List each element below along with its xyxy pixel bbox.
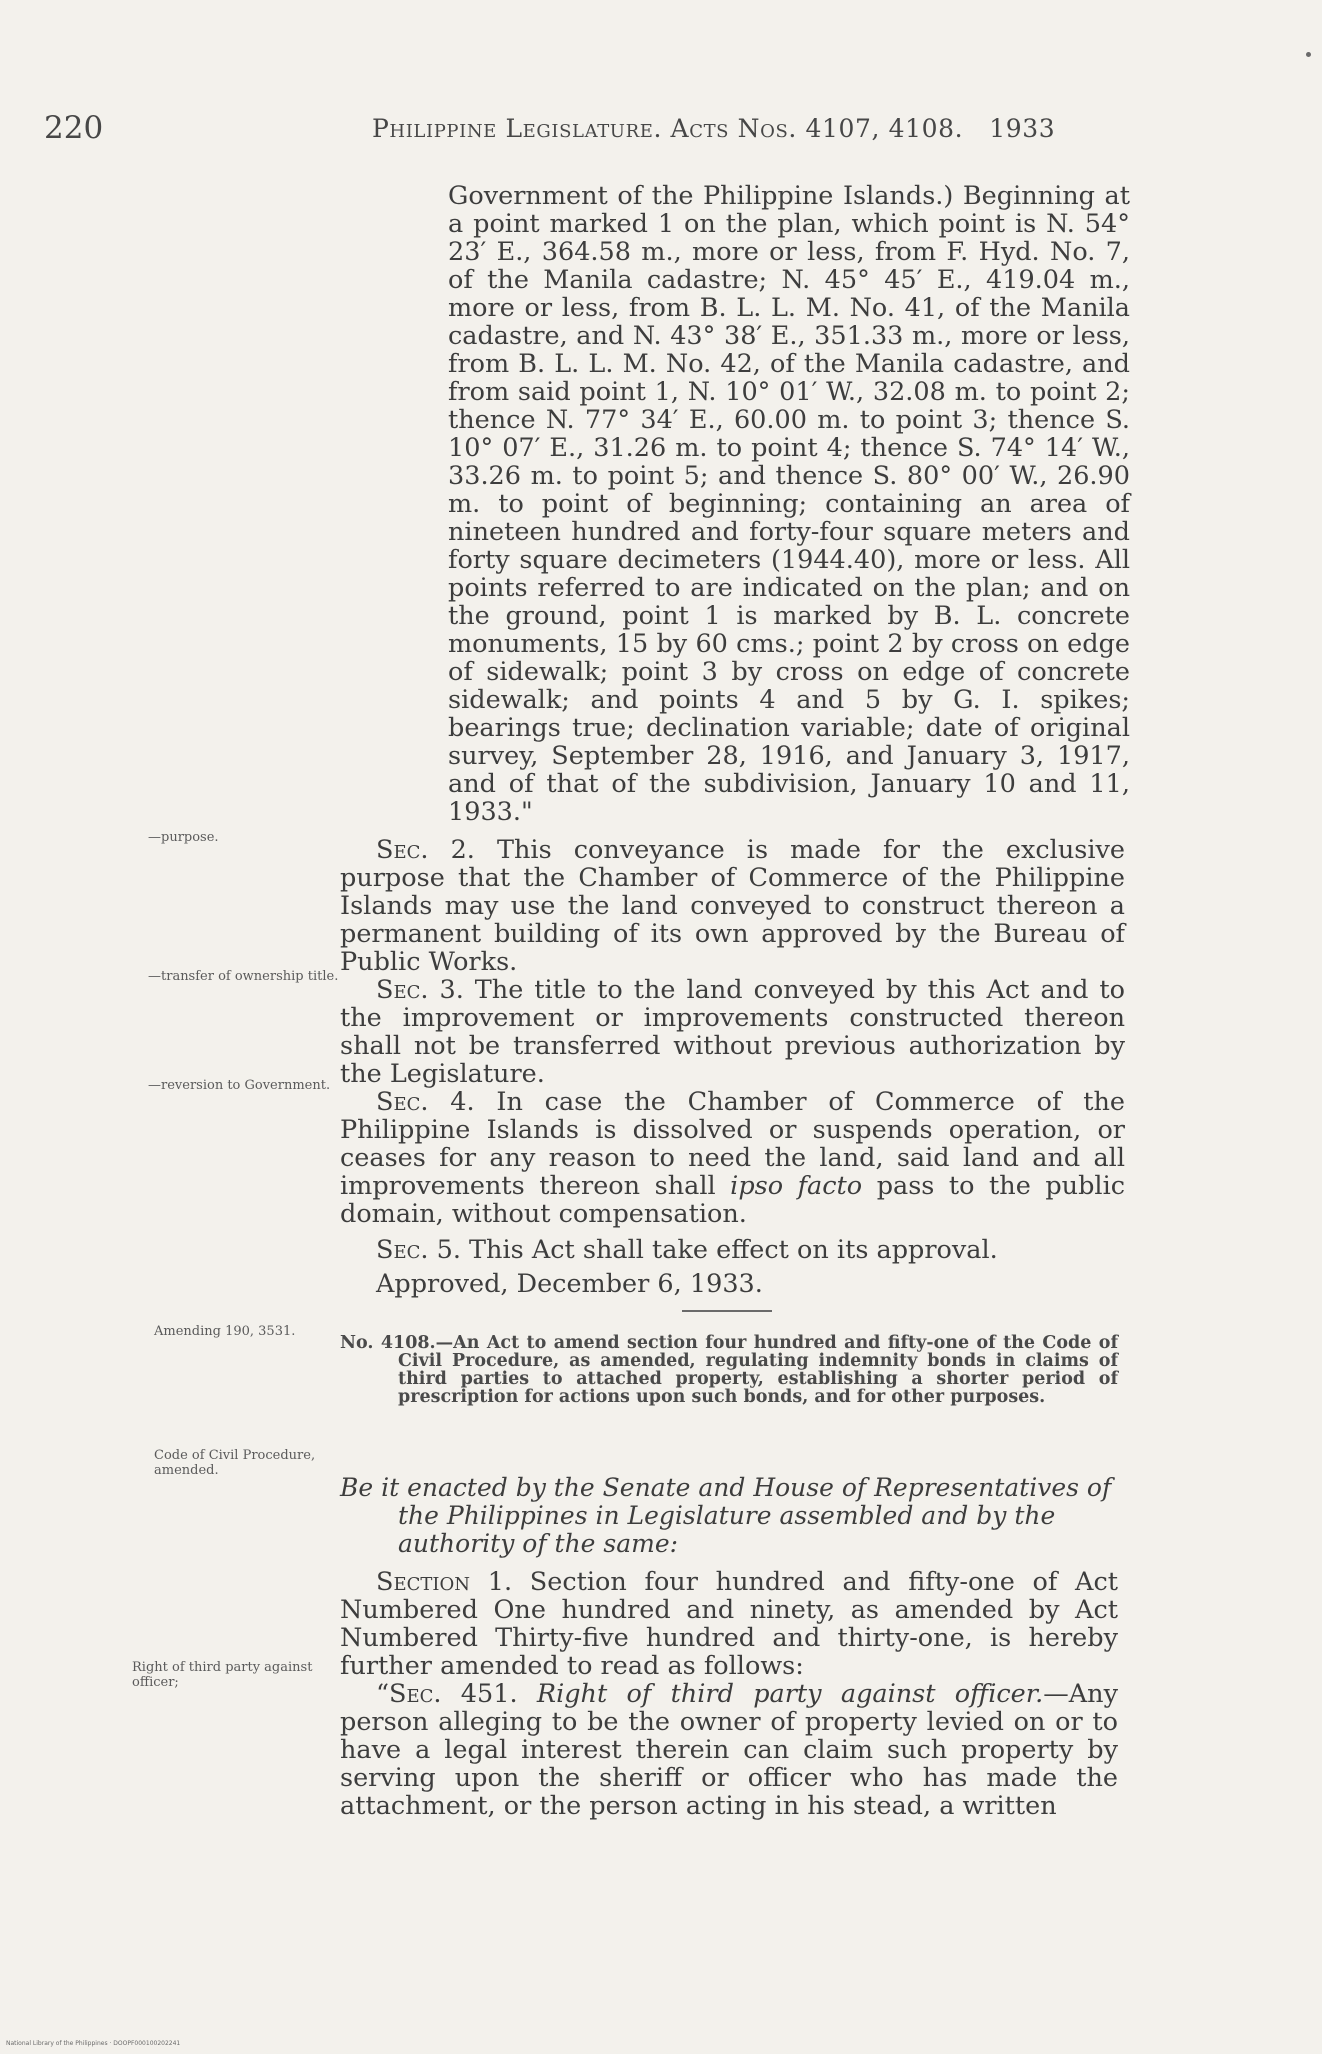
technical-description xyxy=(448,182,1130,826)
margin-note-reversion: —reversion to Government. xyxy=(148,1078,331,1093)
section-5-text: This Act shall take effect on its approval. xyxy=(460,1235,998,1265)
margin-note-amending: Amending 190, 3531. xyxy=(154,1324,296,1339)
section-4 xyxy=(340,1088,1125,1228)
section-4-italic: ipso facto xyxy=(730,1171,863,1201)
section-1-text: Section four hundred and fifty-one of Act Numbered One hundred and ninety, as amended by Act Numbered Thirty-five hundred and thirty-one, is hereby further amended to read as follows: xyxy=(340,1567,1118,1681)
sections-block xyxy=(340,836,1125,1298)
description-paragraph: Government of the Philippine Islands.) Beginning at a point marked 1 on the plan, which point is N. 54° 23′ E., 364.58 m., more or less, from F. Hyd. No. 7, of the Manila cadastre; N. 45° 45′ E., 419.04 m., more or less, from B. L. L. M. No. 41, of the Manila cadastre, and N. 43° 38′ E., 351.33 m., more or less, from B. L. L. M. No. 42, of the Manila cadastre, and from said point 1, N. 10° 01′ W., 32.08 m. to point 2; thence N. 77° 34′ E., 60.00 m. to point 3; thence S. 10° 07′ E., 31.26 m. to point 4; thence S. 74° 14′ W., 33.26 m. to point 5; and thence S. 80° 00′ W., 26.90 m. to point of beginning; containing an area of nineteen hundred and forty-four square meters and forty square decimeters (1944.40), more or less. All points referred to are indicated on the plan; and on the ground, point 1 is marked by B. L. concrete monuments, 15 by 60 cms.; point 2 by cross on edge of sidewalk; point 3 by cross on edge of concrete sidewalk; and points 4 and 5 by G. I. spikes; bearings true; declination variable; date of original survey, September 28, 1916, and January 3, 1917, and of that of the subdivision, January 10 and 11, 1933." xyxy=(448,181,1130,827)
enacting-clause-text: Be it enacted by the Senate and House of Representatives of the Philippines in Legislature assembled and by the authority of the same: xyxy=(340,1473,1112,1558)
running-header xyxy=(372,114,1055,143)
scan-speck xyxy=(1306,52,1311,57)
section-3-label: Sec. 3. xyxy=(376,975,464,1005)
margin-note-right: Right of third party against officer; xyxy=(132,1660,313,1690)
section-3 xyxy=(340,976,1125,1088)
running-title: Philippine Legislature. Acts Nos. 4107, 4108. xyxy=(372,114,964,143)
section-1 xyxy=(340,1568,1118,1680)
act-title xyxy=(340,1334,1118,1406)
section-divider xyxy=(682,1310,772,1312)
section-4-label: Sec. 4. xyxy=(376,1087,475,1117)
margin-note-code: Code of Civil Procedure, amended. xyxy=(154,1448,316,1478)
section-2 xyxy=(340,836,1125,976)
section-451-text: —Any person alleging to be the owner of property levied on or to have a legal interest therein can claim such property by serving upon the sheriff or officer who has made the attachment, or the person acting in his stead, a written xyxy=(340,1679,1118,1821)
section-1-label: Section 1. xyxy=(376,1567,513,1597)
running-year: 1933 xyxy=(989,114,1056,143)
section-3-text: The title to the land conveyed by this Act and to the improvement or improvements constructed thereon shall not be transferred without previous authorization by the Legislature. xyxy=(340,975,1125,1089)
section-2-text: This conveyance is made for the exclusive purpose that the Chamber of Commerce of the Philippine Islands may use the land conveyed to construct thereon a permanent building of its own approved by the Bureau of Public Works. xyxy=(340,835,1125,977)
page-number: 220 xyxy=(44,110,104,146)
section-451-open: “Sec. 451. xyxy=(376,1679,537,1709)
approved-line: Approved, December 6, 1933. xyxy=(376,1269,763,1299)
section-5 xyxy=(340,1236,1125,1264)
act-title-text: No. 4108.—An Act to amend section four hundred and fifty-one of the Code of Civil Procedure, as amended, regulating indemnity bonds in claims of third parties to attached property, establishing a shorter period of prescription for actions upon such bonds, and for other purposes. xyxy=(340,1333,1118,1407)
scan-footer: National Library of the Philippines · DOOPF000100202241 xyxy=(6,2040,181,2047)
section-4-text-after: pass to the public domain, without compensation. xyxy=(340,1171,1126,1229)
section-2-label: Sec. 2. xyxy=(376,835,475,865)
section-451 xyxy=(340,1680,1118,1820)
section-451-heading: Right of third party against officer. xyxy=(536,1679,1044,1709)
margin-note-purpose: —purpose. xyxy=(148,830,219,845)
section-1-block xyxy=(340,1568,1118,1820)
section-5-label: Sec. 5. xyxy=(376,1235,461,1265)
margin-note-transfer: —transfer of ownership title. xyxy=(148,969,339,984)
section-4-text-before: In case the Chamber of Commerce of the Philippine Islands is dissolved or suspends operation, or ceases for any reason to need the land, said land and all improvements thereon shall xyxy=(340,1087,1125,1201)
enacting-clause xyxy=(340,1474,1118,1558)
